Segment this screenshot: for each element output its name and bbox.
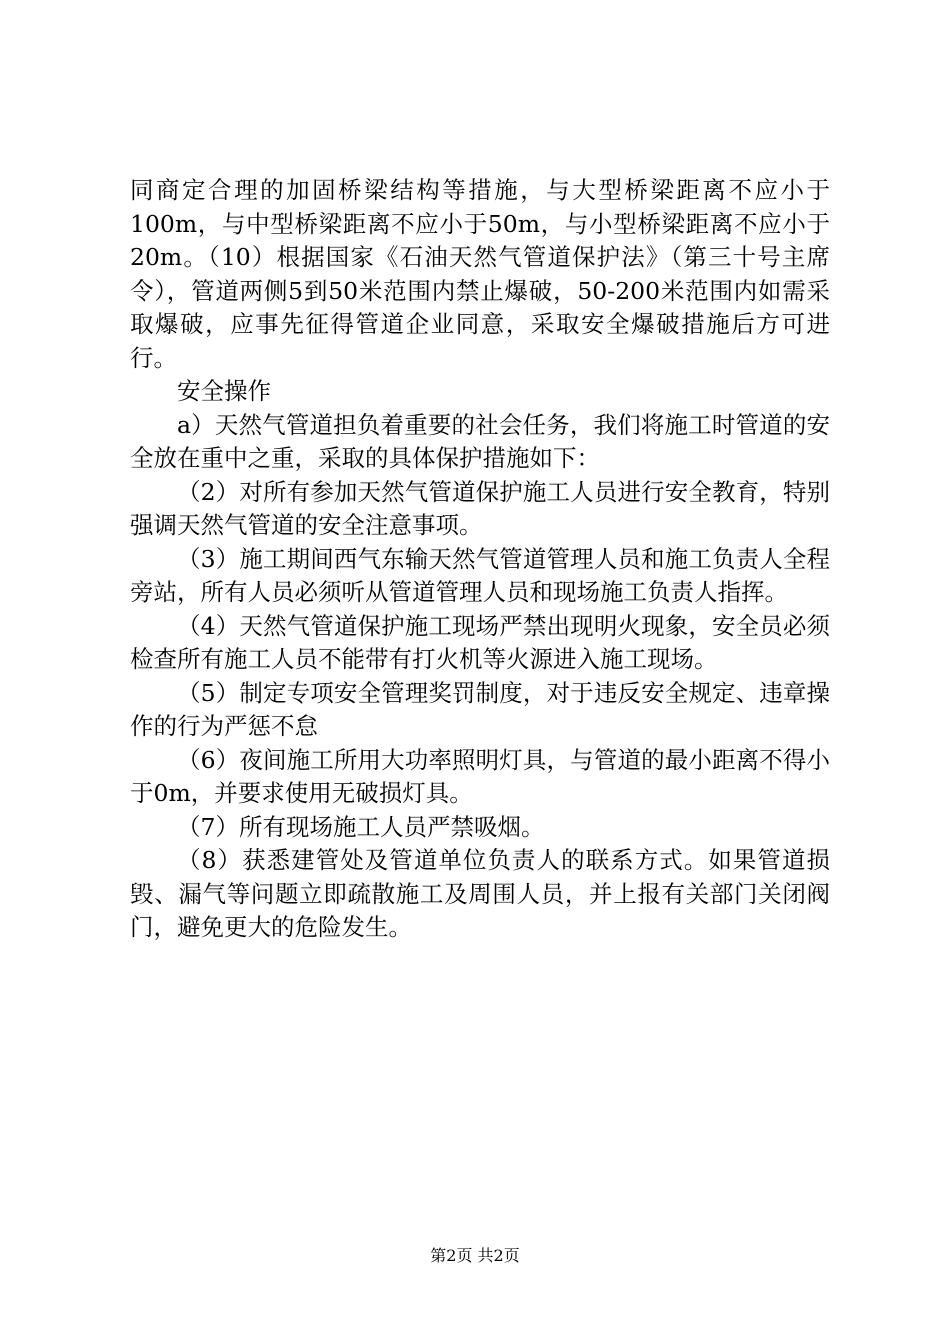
list-item: （2）对所有参加天然气管道保护施工人员进行安全教育，特别强调天然气管道的安全注意事项。 (130, 477, 830, 539)
list-item: （6）夜间施工所用大功率照明灯具，与管道的最小距离不得小于0m，并要求使用无破损灯具。 (130, 745, 830, 807)
paragraph-continuation: 同商定合理的加固桥梁结构等措施，与大型桥梁距离不应小于100m，与中型桥梁距离不应小于50m，与小型桥梁距离不应小于20m。（10）根据国家《石油天然气管道保护法》（第三十号主席令），管道两侧5到50米范围内禁止爆破，50-200米范围内如需采取爆破，应事先征得管道企业同意，采取安全爆破措施后方可进行。 (130, 176, 830, 372)
section-heading: 安全操作 (177, 377, 271, 405)
list-item: （4）天然气管道保护施工现场严禁出现明火现象，安全员必须检查所有施工人员不能带有打火机等火源进入施工现场。 (130, 611, 830, 673)
page-number: 第2页 共2页 (430, 1246, 520, 1265)
list-item: （8）获悉建管处及管道单位负责人的联系方式。如果管道损毁、漏气等问题立即疏散施工及周围人员，并上报有关部门关闭阀门，避免更大的危险发生。 (130, 846, 830, 941)
list-item: （5）制定专项安全管理奖罚制度，对于违反安全规定、违章操作的行为严惩不怠 (130, 678, 830, 740)
document-body (130, 174, 830, 945)
list-item: （3）施工期间西气东输天然气管道管理人员和施工负责人全程旁站，所有人员必须听从管道管理人员和现场施工负责人指挥。 (130, 544, 830, 606)
page-footer (0, 1246, 950, 1266)
paragraph-intro: a）天然气管道担负着重要的社会任务，我们将施工时管道的安全放在重中之重，采取的具体保护措施如下： (130, 410, 830, 472)
list-item: （7）所有现场施工人员严禁吸烟。 (177, 812, 545, 841)
